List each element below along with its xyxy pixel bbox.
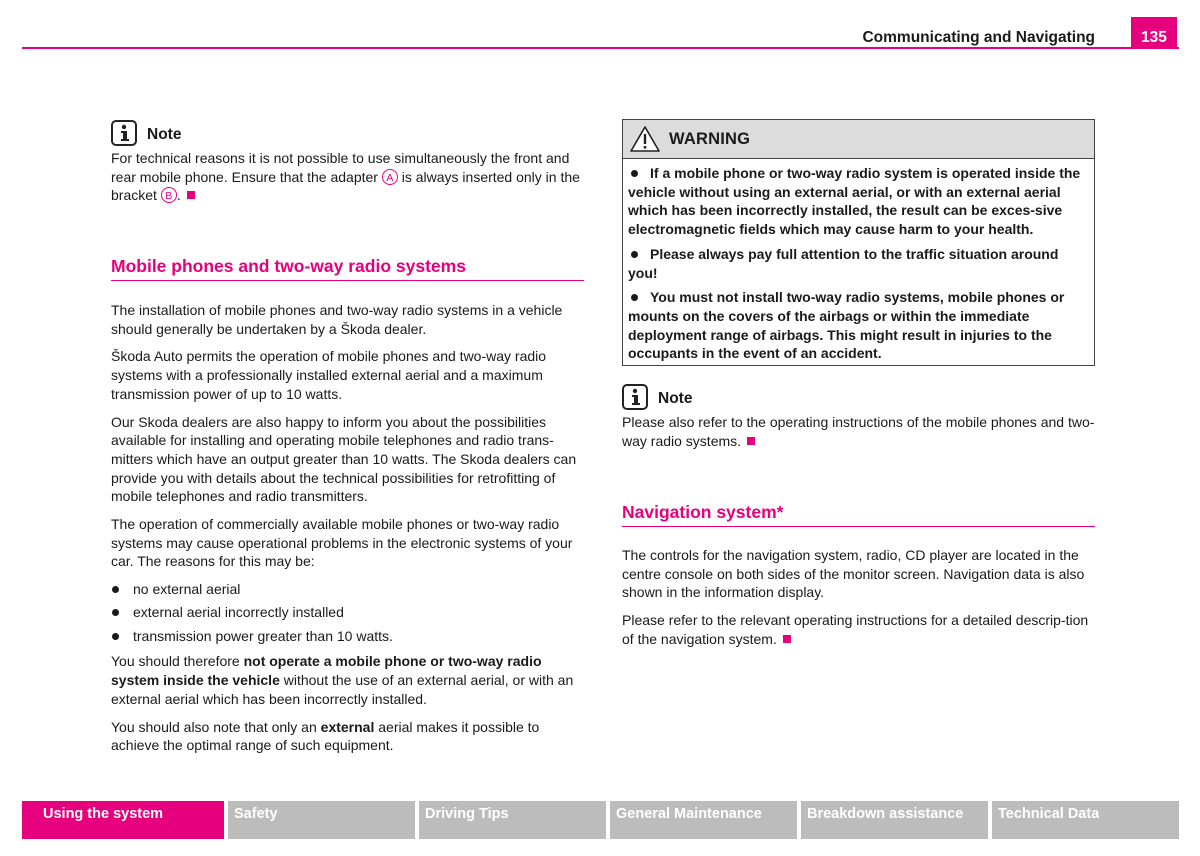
- tab-breakdown-assistance[interactable]: Breakdown assistance: [801, 801, 988, 839]
- note-title: Note: [658, 390, 693, 408]
- page-header-title: Communicating and Navigating: [862, 29, 1095, 46]
- paragraph: Please refer to the relevant operating instructions for a detailed descrip-tion of the navigation system.: [622, 612, 1089, 647]
- mobile-phones-body: [111, 301, 585, 755]
- end-of-section-mark: [187, 191, 195, 199]
- warning-triangle-icon: [629, 125, 661, 153]
- paragraph-therefore: You should therefore not operate a mobile phone or two-way radio system inside the vehicle without the use of an external aerial, or with an external aerial which has been incorrectly installed.: [111, 653, 574, 707]
- page-number: 135: [1131, 17, 1177, 49]
- warning-item: You must not install two-way radio systems, mobile phones or mounts on the covers of the airbags or within the immediate deployment range of airbags. This might result in injuries to the occupants in the event of an accident.: [628, 288, 1088, 363]
- warning-box: [622, 119, 1095, 366]
- tab-general-maintenance[interactable]: General Maintenance: [610, 801, 797, 839]
- section-title-navigation: Navigation system*: [622, 503, 1095, 527]
- section-title-mobile-phones: Mobile phones and two-way radio systems: [111, 257, 584, 281]
- note-title: Note: [147, 126, 182, 144]
- navigation-body: [622, 546, 1096, 649]
- paragraph: The installation of mobile phones and two-way radio systems in a vehicle should generally be undertaken by a Škoda dealer.: [111, 302, 563, 337]
- list-item: no external aerial: [111, 580, 585, 599]
- warning-item: If a mobile phone or two-way radio system is operated inside the vehicle without using an external aerial, or with an external aerial which has been incorrectly installed, the result can be exces-sive electromagnetic fields which may cause harm to your health.: [628, 164, 1088, 239]
- end-of-section-mark: [783, 635, 791, 643]
- paragraph: Škoda Auto permits the operation of mobile phones and two-way radio systems with a professionally installed external aerial and a maximum transmission power of up to 10 watts.: [111, 348, 547, 402]
- marker-b: B: [161, 187, 177, 203]
- paragraph: The controls for the navigation system, radio, CD player are located in the centre console on both sides of the monitor screen. Navigation data is also shown in the information display.: [622, 547, 1085, 601]
- chapter-tabs: [22, 801, 1179, 839]
- info-note-icon: [622, 384, 648, 410]
- reasons-list: [111, 580, 585, 645]
- list-item: external aerial incorrectly installed: [111, 603, 585, 622]
- paragraph: Our Skoda dealers are also happy to inform you about the possibilities available for installing and operating mobile telephones and radio trans-mitters which have an output greater than 10 watts. The Skoda dealers can provide you with details about the technical possibilities for retrofitting of mobile telephones and radio transmitters.: [111, 413, 577, 505]
- tab-technical-data[interactable]: Technical Data: [992, 801, 1179, 839]
- note-front-rear-phone: [111, 116, 585, 205]
- marker-a: A: [382, 169, 398, 185]
- paragraph-external-aerial: You should also note that only an external aerial makes it possible to achieve the optimal range of such equipment.: [111, 718, 540, 754]
- list-item: transmission power greater than 10 watts.: [111, 627, 585, 646]
- tab-driving-tips[interactable]: Driving Tips: [419, 801, 606, 839]
- tab-safety[interactable]: Safety: [228, 801, 415, 839]
- info-note-icon: [111, 120, 137, 146]
- note-text: For technical reasons it is not possible to use simultaneously the front and rear mobile phone. Ensure that the adapter A is always inserted only in the bracket B .: [111, 150, 580, 204]
- note-text: Please also refer to the operating instructions of the mobile phones and two-way radio systems.: [622, 414, 1095, 449]
- warning-header: [623, 120, 1094, 159]
- tab-using-the-system[interactable]: Using the system: [22, 801, 224, 839]
- note-operating-instructions: [622, 380, 1096, 450]
- paragraph: The operation of commercially available mobile phones or two-way radio systems may cause operational problems in the electronic systems of your car. The reasons for this may be:: [111, 516, 573, 570]
- warning-body: [623, 159, 1094, 363]
- warning-title: WARNING: [669, 129, 751, 148]
- warning-item: Please always pay full attention to the traffic situation around you!: [628, 245, 1088, 282]
- end-of-section-mark: [747, 437, 755, 445]
